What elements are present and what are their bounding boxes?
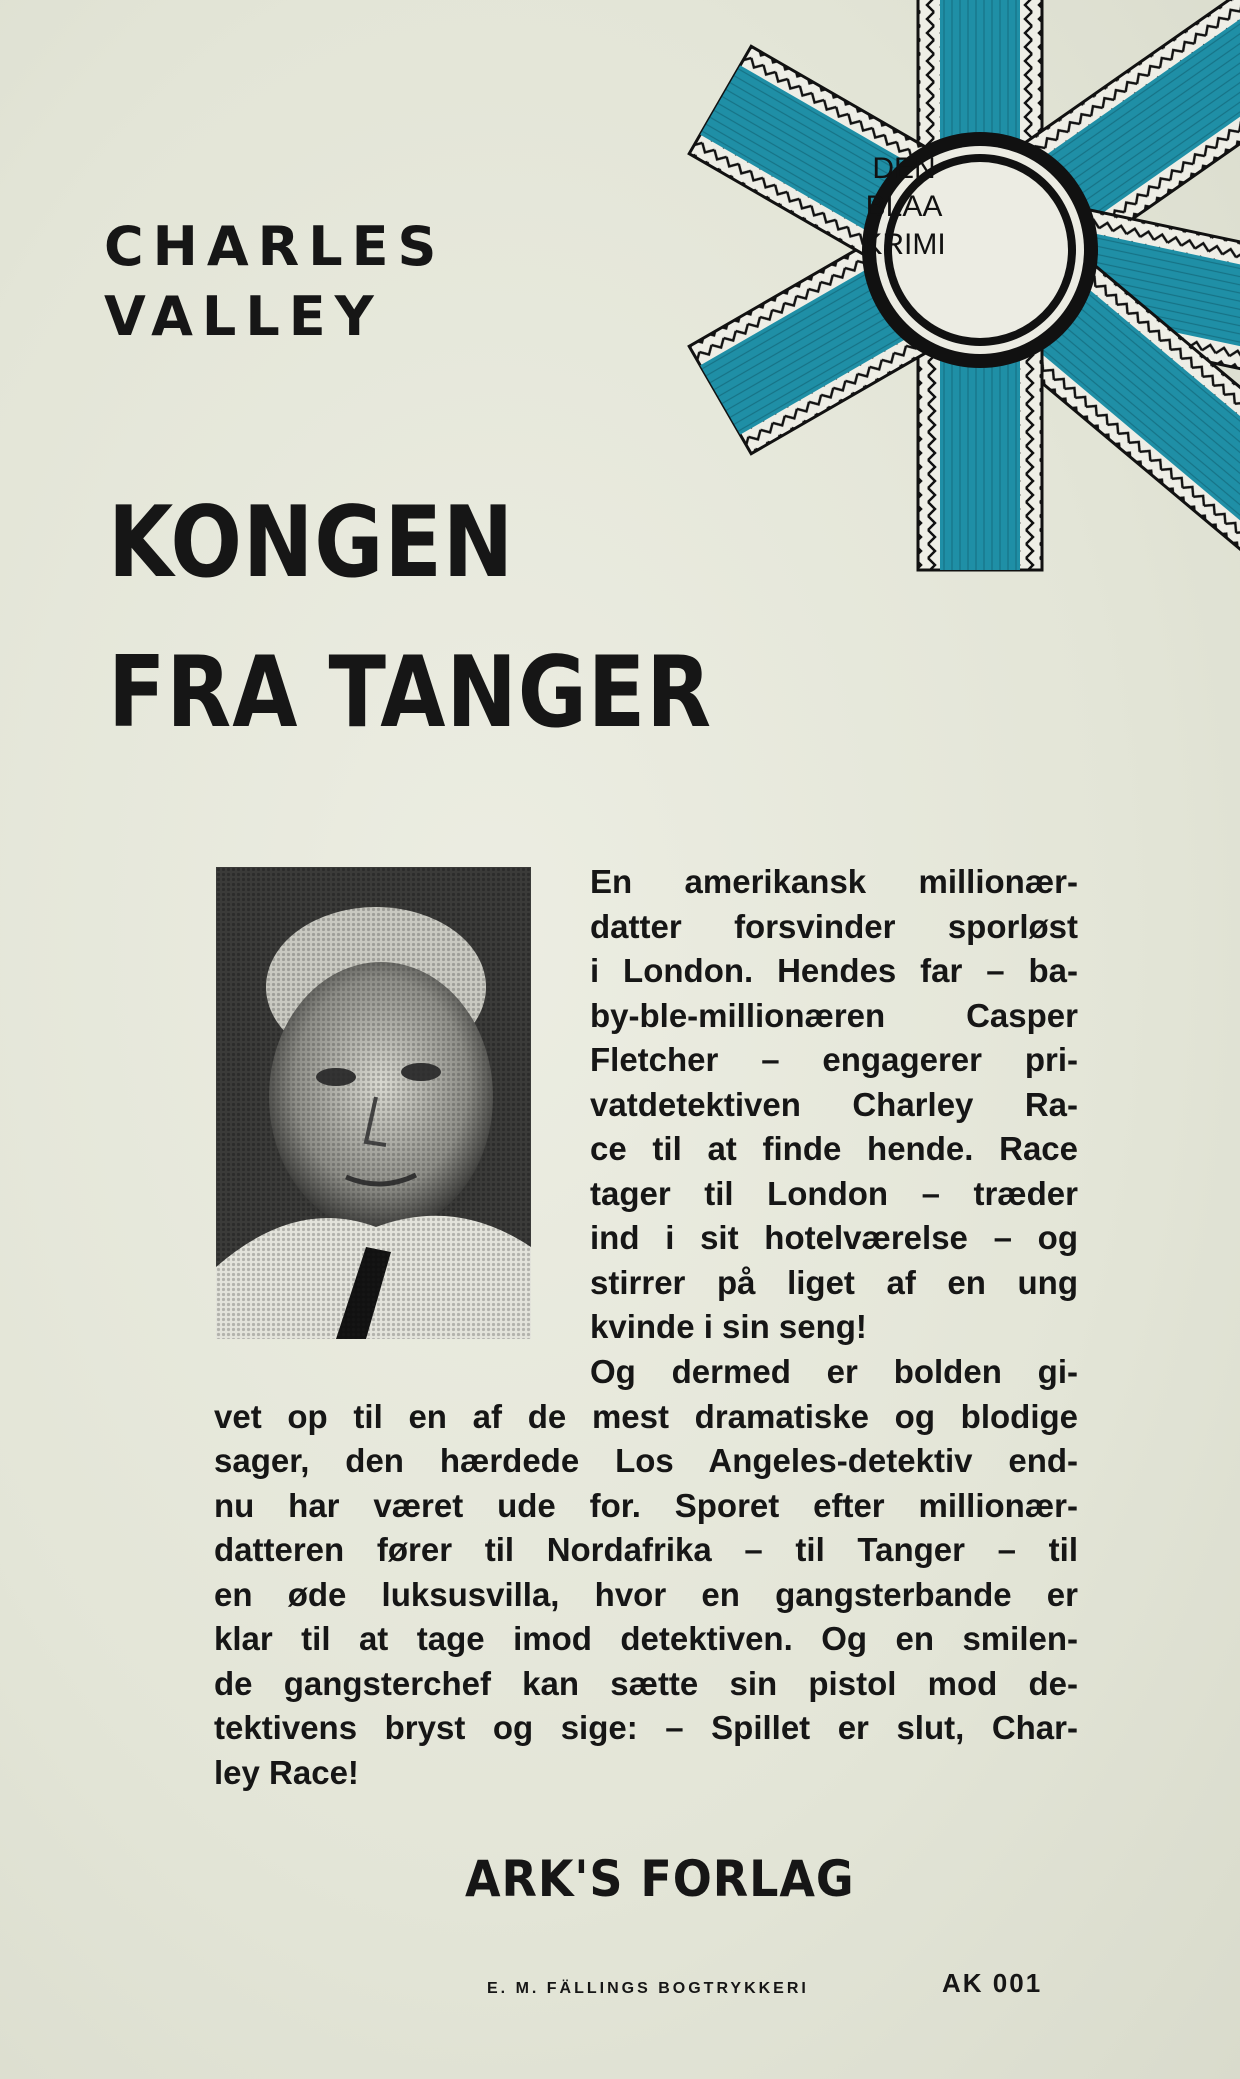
blurb-line: kvinde i sin seng! (590, 1308, 867, 1345)
blurb-line: by-ble-millionæren Casper (590, 996, 1078, 1034)
blurb-line: datteren fører til Nordafrika – til Tanger – til (214, 1531, 1078, 1568)
blurb-line: ley Race! (214, 1753, 359, 1791)
blurb-line: de gangsterchef kan sætte sin pistol mod de- (214, 1664, 1078, 1702)
catalog-code: AK 001 (942, 1968, 1043, 1998)
blurb-line: nu har været ude for. Sporet efter millionær- (214, 1486, 1078, 1524)
blurb-line: En amerikansk millionær- (590, 863, 1078, 900)
book-title (108, 468, 712, 768)
blurb-text-top (590, 860, 1078, 1350)
author-name (104, 212, 445, 352)
blurb-line: ind i sit hotelværelse – og (590, 1219, 1078, 1256)
title-line: FRA TANGER (108, 636, 713, 750)
blurb-line: tager til London – træder (590, 1174, 1078, 1212)
author-line: CHARLES (104, 215, 446, 278)
blurb-line: klar til at tage imod detektiven. Og en smilen- (214, 1620, 1078, 1657)
den-blaa-krimi-emblem (620, 0, 1240, 680)
blurb-line: sager, den hærdede Los Angeles-detektiv end- (214, 1442, 1078, 1479)
emblem-line: DEN (872, 152, 936, 185)
publisher-name: ARK'S FORLAG (465, 1850, 855, 1908)
blurb-line: ce til at finde hende. Race (590, 1130, 1078, 1167)
emblem-label (836, 150, 972, 264)
blurb-line: stirrer på liget af en ung (590, 1263, 1078, 1301)
blurb-line: en øde luksusvilla, hvor en gangsterbande er (214, 1575, 1078, 1613)
blurb-text-bottom (214, 1350, 1078, 1795)
blurb-line: i London. Hendes far – ba- (590, 952, 1078, 989)
blurb-line: datter forsvinder sporløst (590, 907, 1078, 945)
author-line: VALLEY (104, 285, 383, 348)
emblem-line: BLAA (865, 190, 943, 223)
blurb-line: vet op til en af de mest dramatiske og blodige (214, 1397, 1078, 1435)
blurb-line: vatdetektiven Charley Ra- (590, 1085, 1078, 1123)
emblem-line: KRIMI (862, 228, 946, 261)
author-portrait (216, 867, 531, 1339)
blurb-line: tektivens bryst og sige: – Spillet er slut, Char- (214, 1709, 1078, 1746)
blurb-line: Og dermed er bolden gi- (590, 1353, 1078, 1390)
title-line: KONGEN (108, 486, 515, 600)
printer-credit: E. M. FÄLLINGS BOGTRYKKERI (487, 1980, 809, 1997)
blurb-line: Fletcher – engagerer pri- (590, 1041, 1078, 1078)
